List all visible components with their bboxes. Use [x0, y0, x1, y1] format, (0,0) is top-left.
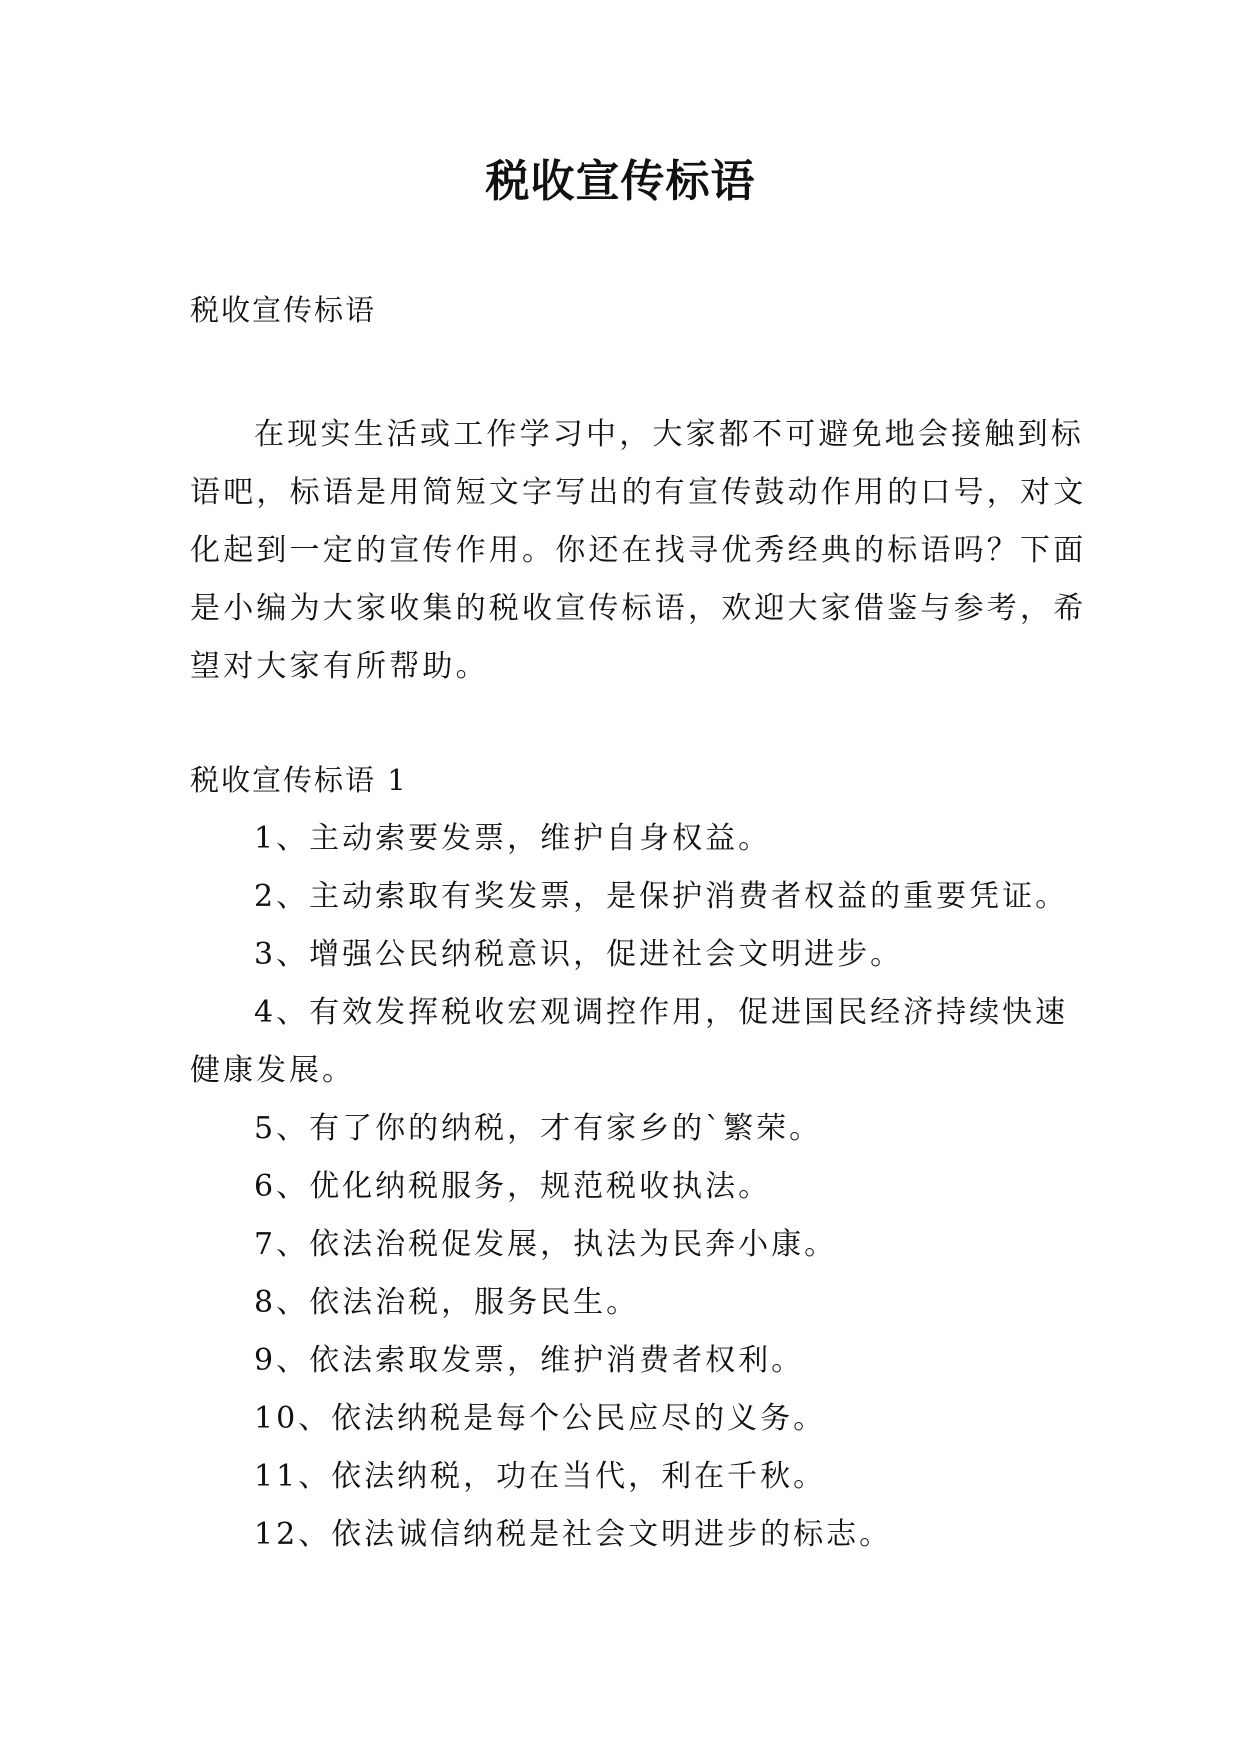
slogan-item: 11、依法纳税，功在当代，利在千秋。 [254, 1459, 827, 1494]
slogan-item: 2、主动索取有奖发票，是保护消费者权益的重要凭证。 [254, 879, 1069, 914]
slogan-item: 1、主动索要发票，维护自身权益。 [254, 821, 772, 856]
document-title: 税收宣传标语 [485, 156, 756, 207]
slogan-item: 3、增强公民纳税意识，促进社会文明进步。 [254, 937, 904, 972]
slogan-list [190, 810, 1090, 1564]
slogan-item: 9、依法索取发票，维护消费者权利。 [254, 1343, 805, 1378]
slogan-item: 10、依法纳税是每个公民应尽的义务。 [254, 1401, 827, 1436]
intro-paragraph: 在现实生活或工作学习中，大家都不可避免地会接触到标语吧，标语是用简短文字写出的有宣传鼓动作用的口号，对文化起到一定的宣传作用。你还在找寻优秀经典的标语吗？下面是小编为大家收集的税收宣传标语，欢迎大家借鉴与参考，希望对大家有所帮助。 [190, 417, 1087, 684]
slogan-item: 12、依法诚信纳税是社会文明进步的标志。 [254, 1517, 893, 1552]
slogan-item: 5、有了你的纳税，才有家乡的`繁荣。 [254, 1111, 823, 1146]
slogan-item: 6、优化纳税服务，规范税收执法。 [254, 1169, 772, 1204]
slogan-item: 8、依法治税，服务民生。 [254, 1285, 640, 1320]
slogan-item: 7、依法治税促发展，执法为民奔小康。 [254, 1227, 838, 1262]
section-heading: 税收宣传标语 1 [190, 763, 408, 797]
slogan-item: 4、有效发挥税收宏观调控作用，促进国民经济持续快速健康发展。 [190, 995, 1069, 1088]
document-subtitle: 税收宣传标语 [190, 293, 377, 327]
